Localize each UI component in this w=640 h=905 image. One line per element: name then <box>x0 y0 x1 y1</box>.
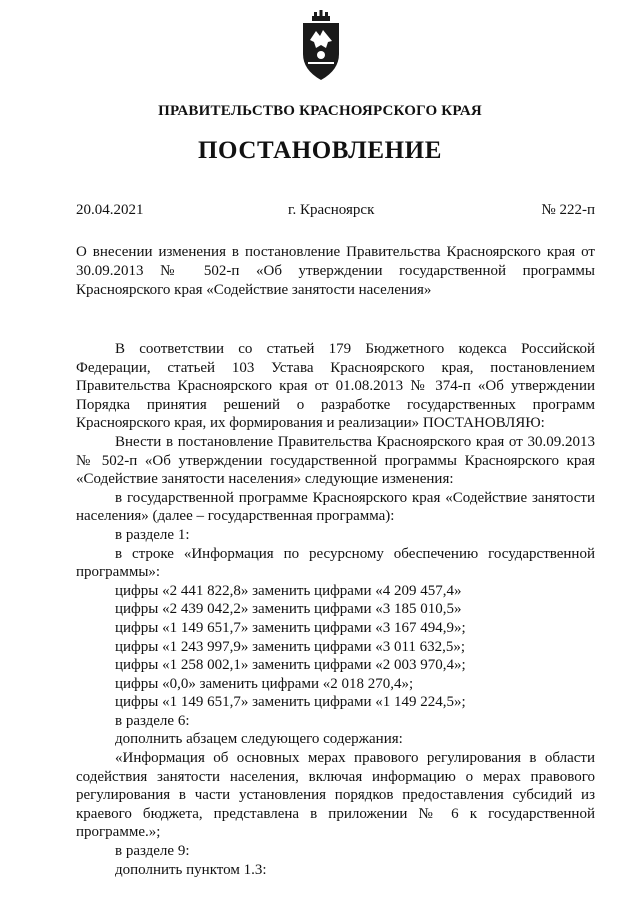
document-date: 20.04.2021 <box>76 202 144 218</box>
digit-replacement-item: цифры «1 149 651,7» заменить цифрами «3 167 494,9»; <box>115 619 466 636</box>
organization-title: ПРАВИТЕЛЬСТВО КРАСНОЯРСКОГО КРАЯ <box>158 103 482 119</box>
supplement-line: дополнить абзацем следующего содержания: <box>115 731 403 748</box>
digit-replacement-item: цифры «2 439 042,2» заменить цифрами «3 185 010,5» <box>115 601 462 618</box>
section-1-heading: в разделе 1: <box>115 526 190 543</box>
document-body <box>76 340 595 879</box>
section-9-heading: в разделе 9: <box>115 843 190 860</box>
program-paragraph: в государственной программе Красноярского края «Содействие занятости населения» (далее – государственная программа): <box>76 489 595 525</box>
digit-replacement-item: цифры «0,0» заменить цифрами «2 018 270,4»; <box>115 675 414 692</box>
preamble-paragraph: В соответствии со статьей 179 Бюджетного кодекса Российской Федерации, статьей 103 Устава Красноярского края, постановлением Правительства Красноярского края от 01.08.2013 № 374-п «Об утверждении Порядка принятия решений о разработке государственных программ Красноярского края, их формирования и реализации» ПОСТАНОВЛЯЮ: <box>76 341 595 432</box>
add-point-line: дополнить пунктом 1.3: <box>115 861 267 878</box>
document-type-title: ПОСТАНОВЛЕНИЕ <box>197 137 443 164</box>
amendment-paragraph: Внести в постановление Правительства Красноярского края от 30.09.2013 № 502-п «Об утверждении государственной программы Красноярского края «Содействие занятости населения» следующие изменения: <box>76 433 595 488</box>
document-city: г. Красноярск <box>288 202 375 218</box>
info-line-paragraph: в строке «Информация по ресурсному обеспечению государственной программы»: <box>76 545 595 581</box>
digit-replacement-item: цифры «1 243 997,9» заменить цифрами «3 011 632,5»; <box>115 638 466 655</box>
section-6-heading: в разделе 6: <box>115 712 190 729</box>
document-number: № 222-п <box>541 202 595 218</box>
digit-replacement-item: цифры «2 441 822,8» заменить цифрами «4 209 457,4» <box>115 582 462 599</box>
coat-of-arms-icon <box>299 10 343 86</box>
quoted-paragraph: «Информация об основных мерах правового регулирования в области содействия занятости населения, включая информацию о мерах правового регулирования в части установления порядков предоставления субсидий из краевого бюджета, представлена в приложении № 6 к государственной программе.»; <box>76 750 595 841</box>
digit-replacement-item: цифры «1 149 651,7» заменить цифрами «1 149 224,5»; <box>115 694 466 711</box>
document-subject: О внесении изменения в постановление Правительства Красноярского края от 30.09.2013 № 502-п «Об утверждении государственной программы Красноярского края «Содействие занятости населения» <box>76 244 595 298</box>
digit-replacement-item: цифры «1 258 002,1» заменить цифрами «2 003 970,4»; <box>115 657 466 674</box>
